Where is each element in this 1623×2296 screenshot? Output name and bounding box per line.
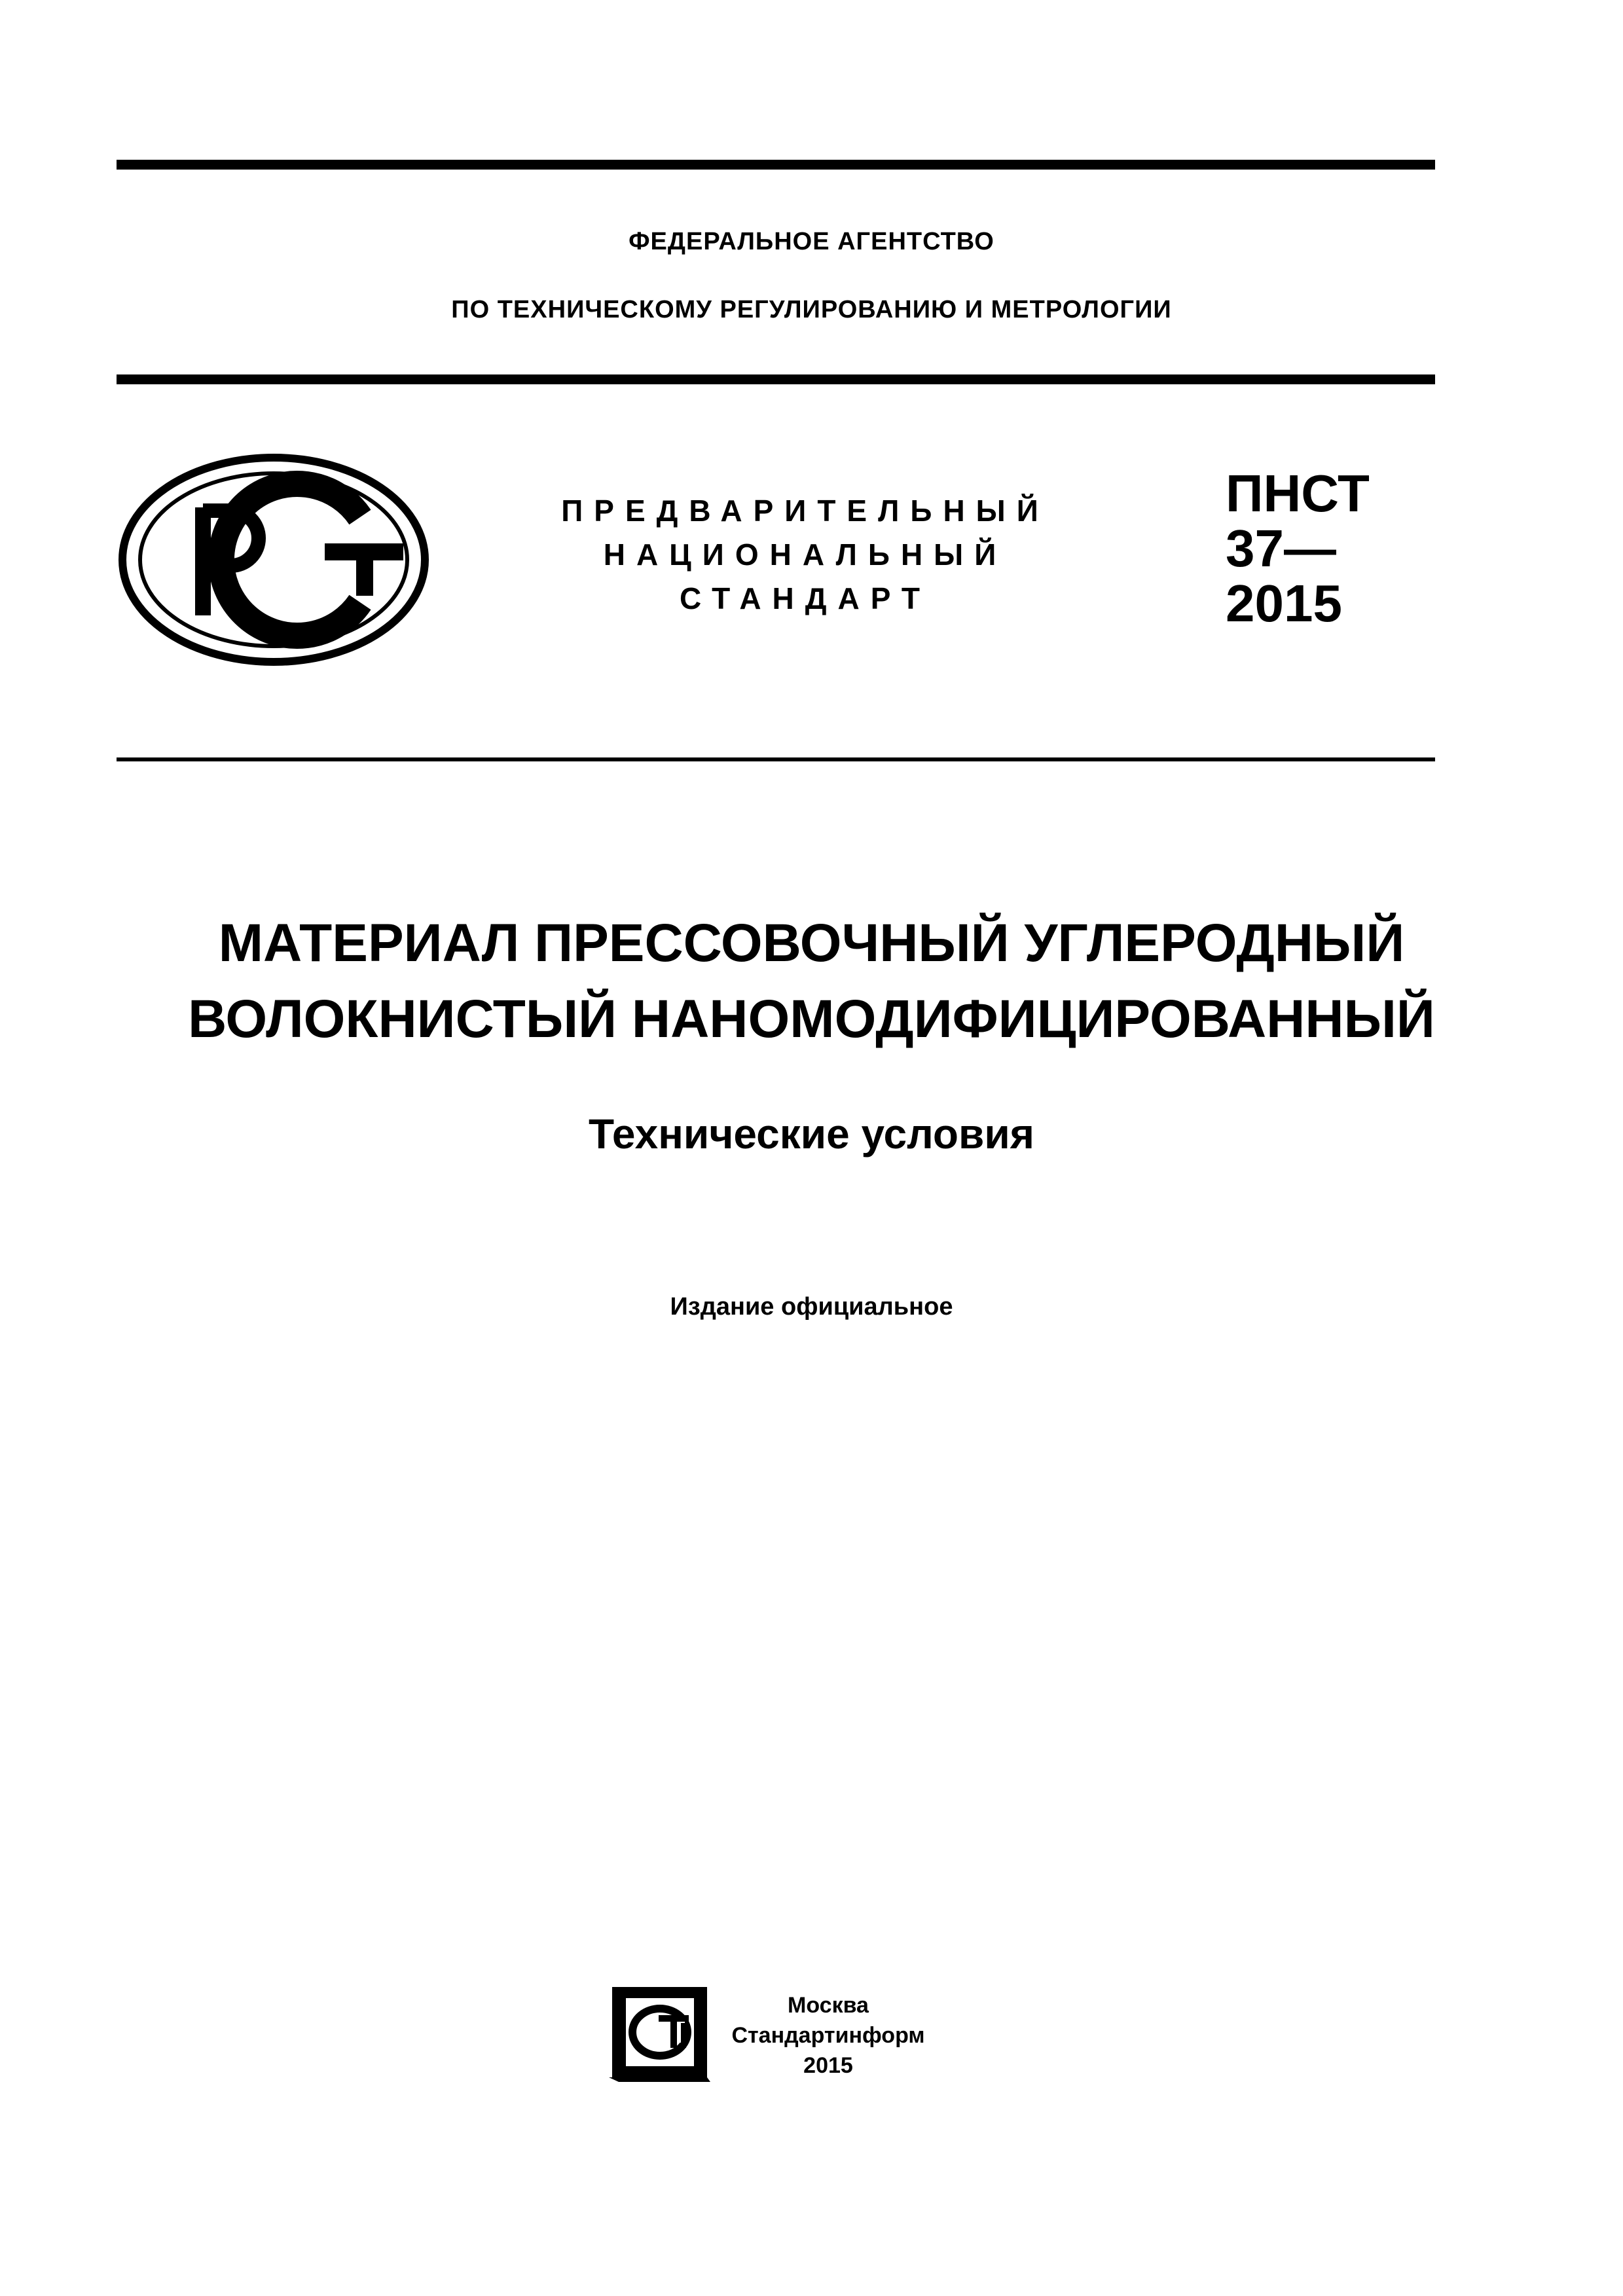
agency-line-2: ПО ТЕХНИЧЕСКОМУ РЕГУЛИРОВАНИЮ И МЕТРОЛОГИИ (451, 296, 1172, 323)
imprint-city: Москва (788, 1993, 869, 2018)
document-subtitle: Технические условия (588, 1110, 1035, 1157)
standard-type-line-1: ПРЕДВАРИТЕЛЬНЫЙ (561, 494, 1049, 528)
imprint-publisher: Стандартинформ (731, 2023, 925, 2048)
standard-number-value: 37— (1226, 519, 1336, 577)
document-title-line-2: ВОЛОКНИСТЫЙ НАНОМОДИФИЦИРОВАННЫЙ (188, 989, 1435, 1049)
standard-type (543, 489, 1067, 621)
standard-type-line-2: НАЦИОНАЛЬНЫЙ (603, 538, 1008, 572)
edition-label: Издание официальное (670, 1293, 953, 1321)
standard-rule (117, 757, 1435, 761)
standard-number-prefix: ПНСТ (1226, 464, 1370, 522)
standartinform-logo (609, 1984, 710, 2082)
imprint-year: 2015 (803, 2053, 853, 2078)
agency-line-1: ФЕДЕРАЛЬНОЕ АГЕНТСТВО (629, 228, 994, 255)
imprint (730, 1990, 926, 2081)
standard-number (1226, 466, 1370, 631)
document-title-line-1: МАТЕРИАЛ ПРЕССОВОЧНЫЙ УГЛЕРОДНЫЙ (218, 913, 1405, 973)
standard-type-line-3: СТАНДАРТ (680, 581, 931, 615)
agency-rule (117, 374, 1435, 384)
gost-r-logo (117, 452, 431, 668)
top-rule (117, 160, 1435, 170)
standard-number-year: 2015 (1226, 574, 1342, 632)
